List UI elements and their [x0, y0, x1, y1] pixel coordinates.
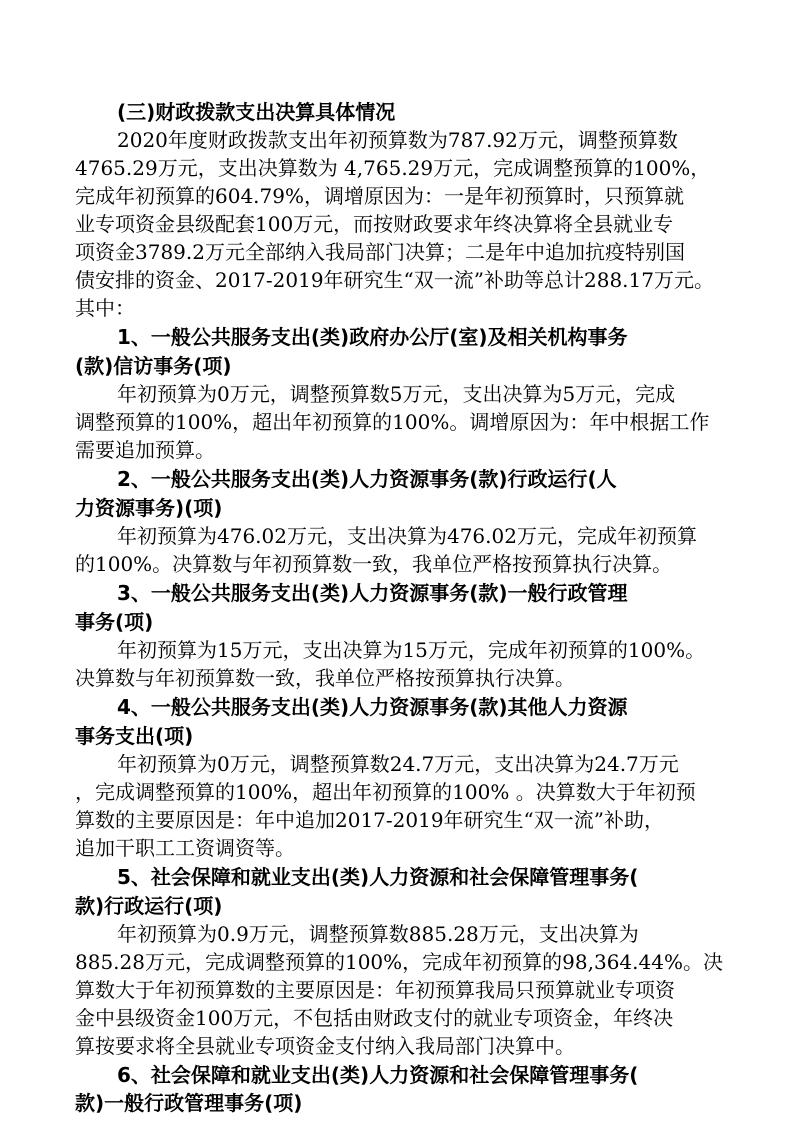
item-3-body-line-2: 决算数与年初预算数一致，我单位严格按预算执行决算。: [75, 666, 575, 690]
intro-line-3: 完成年初预算的604.79%，调增原因为：一是年初预算时，只预算就: [75, 184, 684, 208]
section-title: (三)财政拨款支出决算具体情况: [117, 100, 396, 124]
item-5-heading-line-1: 5、社会保障和就业支出(类)人力资源和社会保障管理事务(: [117, 865, 639, 889]
item-6-heading-line-2: 款)一般行政管理事务(项): [75, 1091, 303, 1115]
item-4-body-line-1: 年初预算为0万元，调整预算数24.7万元，支出决算为24.7万元: [117, 752, 679, 776]
item-1-body-line-2: 调整预算的100%，超出年初预算的100%。调增原因为：年中根据工作: [75, 410, 710, 434]
item-3-heading-line-1: 3、一般公共服务支出(类)人力资源事务(款)一般行政管理: [117, 581, 628, 605]
item-4-body-line-3: 算数的主要原因是：年中追加2017-2019年研究生“双一流”补助，: [75, 808, 665, 832]
item-5-body-line-2: 885.28万元，完成调整预算的100%，完成年初预算的98,364.44%。决: [75, 950, 723, 974]
item-1-heading-line-2: (款)信访事务(项): [75, 354, 232, 378]
item-5-heading-line-2: 款)行政运行(项): [75, 894, 223, 918]
item-3-body-line-1: 年初预算为15万元，支出决算为15万元，完成年初预算的100%。: [117, 638, 706, 662]
item-5-body-line-4: 金中县级资金100万元，不包括由财政支付的就业专项资金，年终决: [75, 1006, 674, 1030]
item-4-heading-line-2: 事务支出(项): [75, 724, 194, 748]
item-6-heading-line-1: 6、社会保障和就业支出(类)人力资源和社会保障管理事务(: [117, 1063, 639, 1087]
intro-line-5: 项资金3789.2万元全部纳入我局部门决算；二是年中追加抗疫特别国: [75, 240, 685, 264]
item-1-body-line-3: 需要追加预算。: [75, 438, 215, 462]
intro-line-7: 其中：: [75, 296, 135, 320]
item-5-body-line-3: 算数大于年初预算数的主要原因是：年初预算我局只预算就业专项资: [75, 978, 675, 1002]
item-1-body-line-1: 年初预算为0万元，调整预算数5万元，支出决算为5万元，完成: [117, 382, 676, 406]
item-2-heading-line-1: 2、一般公共服务支出(类)人力资源事务(款)行政运行(人: [117, 467, 617, 491]
item-4-heading-line-1: 4、一般公共服务支出(类)人力资源事务(款)其他人力资源: [117, 695, 628, 719]
intro-line-1: 2020年度财政拨款支出年初预算数为787.92万元，调整预算数: [117, 128, 678, 152]
item-5-body-line-5: 算按要求将全县就业专项资金支付纳入我局部门决算中。: [75, 1034, 575, 1058]
intro-line-6: 债安排的资金、2017-2019年研究生“双一流”补助等总计288.17万元。: [75, 268, 714, 292]
item-2-body-line-1: 年初预算为476.02万元，支出决算为476.02万元，完成年初预算: [117, 524, 697, 548]
item-3-heading-line-2: 事务(项): [75, 610, 154, 634]
item-4-body-line-4: 追加干职工工资调资等。: [75, 836, 295, 860]
item-2-heading-line-2: 力资源事务)(项): [75, 496, 223, 520]
intro-line-2: 4765.29万元，支出决算数为 4,765.29万元，完成调整预算的100%，: [75, 156, 711, 180]
intro-line-4: 业专项资金县级配套100万元，而按财政要求年终决算将全县就业专: [75, 212, 674, 236]
item-1-heading-line-1: 1、一般公共服务支出(类)政府办公厅(室)及相关机构事务: [117, 325, 628, 349]
item-5-body-line-1: 年初预算为0.9万元，调整预算数885.28万元，支出决算为: [117, 922, 639, 946]
item-4-body-line-2: ，完成调整预算的100%，超出年初预算的100% 。决算数大于年初预: [75, 780, 696, 804]
item-2-body-line-2: 的100%。决算数与年初预算数一致，我单位严格按预算执行决算。: [75, 552, 673, 576]
